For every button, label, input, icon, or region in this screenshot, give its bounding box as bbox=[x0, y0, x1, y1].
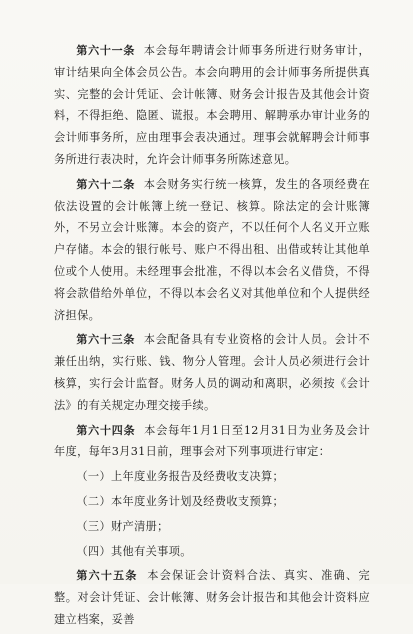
article-64-text: 本会每年1月1日至12月31日为业务及会计年度，每年3月31日前，理事会对下列事项进行审定： bbox=[54, 423, 371, 459]
document-body bbox=[54, 40, 370, 634]
article-64-heading: 第六十四条 bbox=[76, 423, 136, 437]
article-61-text: 本会每年聘请会计师事务所进行财务审计，审计结果向全体会员公告。本会向聘用的会计师事务所提供真实、完整的会计凭证、会计帐簿、财务会计报告及其他会计资料，不得拒绝、隐匿、谎报。本会聘用、解聘承办审计业务的会计师事务所，应由理事会表决通过。理事会就解聘会计师事务所进行表决时，允许会计师事务所陈述意见。 bbox=[54, 44, 371, 166]
article-63-text: 本会配备具有专业资格的会计人员。会计不兼任出纳，实行账、钱、物分人管理。会计人员必须进行会计核算，实行会计监督。财务人员的调动和离职，必须按《会计法》的有关规定办理交接手续。 bbox=[54, 333, 371, 412]
article-62-text: 本会财务实行统一核算，发生的各项经费在依法设置的会计帐簿上统一登记、核算。除法定的会计账簿外，不另立会计账簿。本会的资产，不以任何个人名义开立账户存储。本会的银行帐号、账户不得出租、出借或转让其他单位或个人使用。未经理事会批准，不得以本会名义借贷，不得将会款借给外单位，不得以本会名义对其他单位和个人提供经济担保。 bbox=[54, 177, 371, 322]
article-63-heading: 第六十三条 bbox=[76, 333, 136, 347]
article-64-item-2: （二）本年度业务计划及经费收支预算； bbox=[76, 494, 285, 508]
article-65 bbox=[54, 565, 370, 630]
article-64 bbox=[54, 420, 370, 464]
article-63 bbox=[54, 329, 370, 416]
article-61-heading: 第六十一条 bbox=[76, 44, 136, 57]
article-65-heading: 第六十五条 bbox=[76, 569, 138, 583]
article-61 bbox=[54, 40, 370, 171]
article-64-item-1: （一）上年度业务报告及经费收支决算； bbox=[76, 470, 285, 484]
article-65-text: 本会保证会计资料合法、真实、准确、完整。对会计凭证、会计帐簿、财务会计报告和其他会计资料应建立档案，妥善 bbox=[54, 569, 370, 626]
article-62-heading: 第六十二条 bbox=[76, 177, 136, 191]
article-62 bbox=[54, 174, 370, 327]
article-64-item-4: （四）其他有关事项。 bbox=[76, 544, 192, 558]
article-64-item-3: （三）财产清册； bbox=[76, 519, 169, 533]
